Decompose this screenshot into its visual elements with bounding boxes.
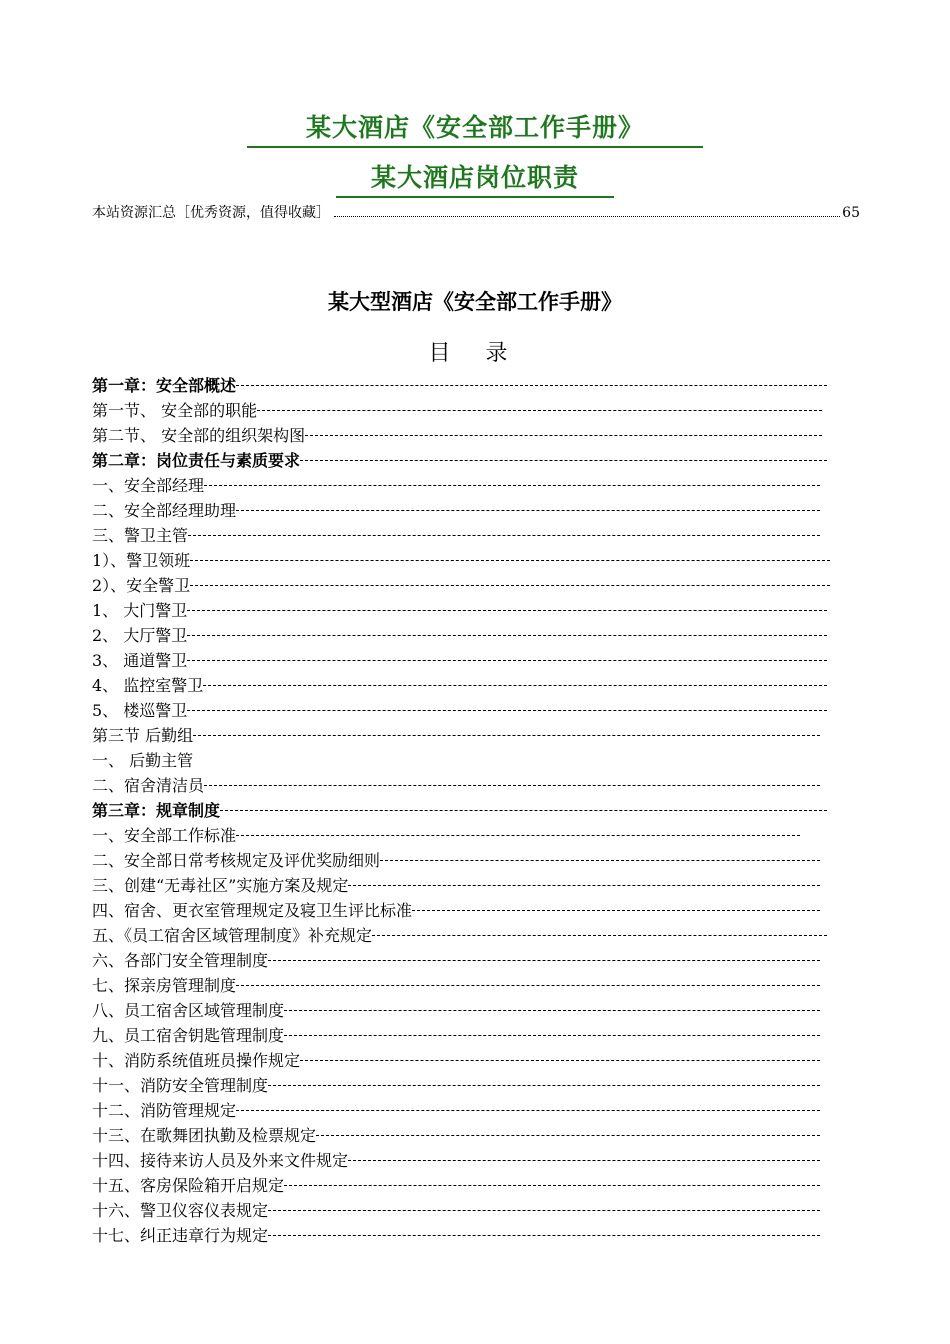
toc-entry-label: 3、 通道警卫	[92, 651, 188, 670]
toc-entry[interactable]	[92, 698, 832, 723]
dash-leader	[204, 485, 820, 487]
toc-entry-label: 七、探亲房管理制度	[92, 976, 237, 995]
toc-entry[interactable]	[92, 423, 832, 448]
toc-entry-label: 4、 监控室警卫	[92, 676, 204, 695]
banner-title-wrap	[0, 108, 950, 148]
dash-leader	[190, 585, 830, 587]
toc-entry-label: 2、 大厅警卫	[92, 626, 188, 645]
toc-entry-label: 十一、消防安全管理制度	[92, 1076, 269, 1095]
dash-leader	[257, 410, 822, 412]
toc-entry-label: 四、宿舍、更衣室管理规定及寝卫生评比标准	[92, 901, 413, 920]
toc-entry-label: 第三节 后勤组	[92, 726, 194, 745]
toc-entry[interactable]	[92, 523, 832, 548]
dash-leader	[300, 460, 827, 462]
toc-entry[interactable]	[92, 1173, 832, 1198]
dash-leader	[190, 560, 830, 562]
toc-entry[interactable]	[92, 498, 832, 523]
toc-entry[interactable]	[92, 948, 832, 973]
dash-leader	[187, 610, 827, 612]
document-title: 某大型酒店《安全部工作手册》	[328, 289, 622, 314]
toc-entry[interactable]	[92, 673, 832, 698]
dash-leader	[348, 1160, 820, 1162]
toc-entry[interactable]	[92, 373, 832, 398]
toc-entry-label: 五、《员工宿舍区域管理制度》补充规定	[92, 926, 373, 945]
toc-entry-label: 5、 楼巡警卫	[92, 701, 188, 720]
banner-subtitle-wrap	[0, 158, 950, 198]
banner-title[interactable]: 某大酒店《安全部工作手册》	[247, 108, 703, 148]
toc-entry[interactable]	[92, 773, 832, 798]
toc-entry-label: 第一节、 安全部的职能	[92, 401, 258, 420]
toc-entry[interactable]	[92, 623, 832, 648]
toc-entry[interactable]	[92, 723, 832, 748]
dash-leader	[193, 735, 820, 737]
toc-entry[interactable]	[92, 1223, 832, 1248]
dash-leader	[268, 1235, 820, 1237]
dash-leader	[348, 885, 820, 887]
toc-entry[interactable]	[92, 1048, 832, 1073]
toc-entry[interactable]	[92, 648, 832, 673]
dash-leader	[300, 1060, 820, 1062]
dash-leader	[236, 985, 820, 987]
toc-entry[interactable]	[92, 573, 832, 598]
dash-leader	[203, 685, 827, 687]
toc-entry[interactable]	[92, 973, 832, 998]
dash-leader	[284, 1185, 820, 1187]
toc-entry-label: 十三、在歌舞团执勤及检票规定	[92, 1126, 317, 1145]
source-toc-entry[interactable]	[92, 202, 860, 222]
toc-entry-label: 十六、警卫仪容仪表规定	[92, 1201, 269, 1220]
toc-entry-label: 三、警卫主管	[92, 526, 189, 545]
toc-entry-label: 十二、消防管理规定	[92, 1101, 237, 1120]
dash-leader	[284, 1035, 820, 1037]
banner-subtitle[interactable]: 某大酒店岗位职责	[336, 158, 614, 198]
toc-entry-label: 二、宿舍清洁员	[92, 776, 205, 795]
dash-leader	[380, 860, 820, 862]
toc-entry[interactable]	[92, 398, 832, 423]
dash-leader	[187, 660, 827, 662]
toc-entry-label: 第二章：岗位责任与素质要求	[92, 451, 301, 470]
toc-entry-label: 第三章：规章制度	[92, 801, 221, 820]
dash-leader	[412, 910, 820, 912]
dash-leader	[236, 385, 827, 387]
dash-leader	[204, 785, 820, 787]
dash-leader	[284, 1010, 820, 1012]
toc-entry-label: 一、安全部经理	[92, 476, 205, 495]
toc-entry-label: 二、安全部经理助理	[92, 501, 237, 520]
dash-leader	[268, 1210, 820, 1212]
toc-entry[interactable]	[92, 823, 832, 848]
dot-leader	[334, 215, 840, 217]
toc-entry[interactable]	[92, 923, 832, 948]
dash-leader	[220, 810, 827, 812]
dash-leader	[236, 1110, 820, 1112]
toc-entry[interactable]	[92, 848, 832, 873]
toc-entry-label: 十五、客房保险箱开启规定	[92, 1176, 285, 1195]
dash-leader	[372, 935, 827, 937]
toc-entry-label: 1、 大门警卫	[92, 601, 188, 620]
toc-entry-label: 十、消防系统值班员操作规定	[92, 1051, 301, 1070]
dash-leader	[305, 435, 822, 437]
toc-entry[interactable]	[92, 1098, 832, 1123]
source-toc-page: 65	[842, 205, 860, 221]
toc-entry[interactable]	[92, 898, 832, 923]
toc-entry[interactable]	[92, 998, 832, 1023]
toc-entry-label: 一、 后勤主管	[92, 751, 194, 770]
toc-entry[interactable]	[92, 448, 832, 473]
dash-leader	[188, 535, 820, 537]
dash-leader	[187, 635, 827, 637]
toc-entry[interactable]	[92, 1073, 832, 1098]
toc-entry-label: 一、安全部工作标准	[92, 826, 237, 845]
toc-entry-label: 三、创建“无毒社区”实施方案及规定	[92, 876, 349, 895]
toc-entry-label: 十七、纠正违章行为规定	[92, 1226, 269, 1245]
toc-entry[interactable]	[92, 1148, 832, 1173]
toc-entry-label: 1）、警卫领班	[92, 551, 191, 570]
toc-entry-label: 六、各部门安全管理制度	[92, 951, 269, 970]
dash-leader	[236, 510, 820, 512]
dash-leader	[268, 1085, 820, 1087]
dash-leader	[316, 1135, 820, 1137]
toc-entry-label: 第二节、 安全部的组织架构图	[92, 426, 306, 445]
source-toc-label: 本站资源汇总［优秀资源，值得收藏］	[92, 205, 330, 221]
toc-entry[interactable]	[92, 548, 832, 573]
toc-entry[interactable]	[92, 748, 832, 773]
toc-entry-label: 八、员工宿舍区域管理制度	[92, 1001, 285, 1020]
toc-entry-label: 2）、安全警卫	[92, 576, 191, 595]
toc-entry-label: 十四、接待来访人员及外来文件规定	[92, 1151, 349, 1170]
toc-entry[interactable]	[92, 1023, 832, 1048]
toc-entry[interactable]	[92, 598, 832, 623]
toc-entry-label: 二、安全部日常考核规定及评优奖励细则	[92, 851, 381, 870]
toc-heading: 目 录	[428, 341, 522, 366]
dash-leader	[187, 710, 827, 712]
toc-entry[interactable]	[92, 873, 832, 898]
dash-leader	[236, 835, 800, 837]
toc-entry[interactable]	[92, 473, 832, 498]
toc-entry-label: 九、员工宿舍钥匙管理制度	[92, 1026, 285, 1045]
toc-entry[interactable]	[92, 1198, 832, 1223]
toc-entry[interactable]	[92, 1123, 832, 1148]
toc-entry[interactable]	[92, 798, 832, 823]
table-of-contents	[92, 373, 832, 1248]
dash-leader	[268, 960, 820, 962]
toc-entry-label: 第一章：安全部概述	[92, 376, 237, 395]
